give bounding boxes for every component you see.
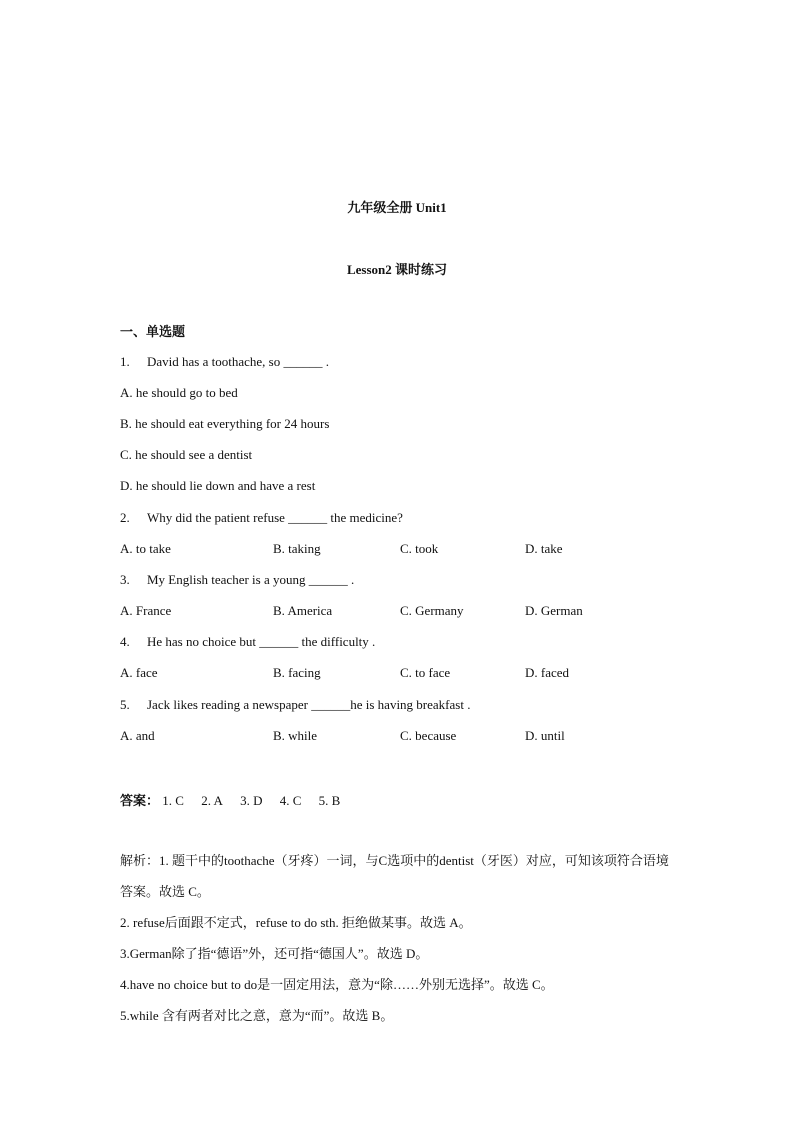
question-text: My English teacher is a young ______ . [147, 572, 355, 587]
question-3-options [120, 603, 720, 621]
answer-item: 4. C [279, 793, 302, 808]
question-number: 2. [120, 510, 130, 525]
option-b: B. while [273, 728, 318, 743]
answer-item: 1. C [162, 793, 184, 808]
question-number: 1. [120, 354, 130, 369]
analysis-label: 解析： [120, 853, 160, 868]
option-d: D. faced [525, 665, 570, 680]
option-d: D. German [525, 603, 583, 618]
option-a: A. France [120, 603, 172, 618]
answer-item: 2. A [201, 793, 223, 808]
option-b: B. facing [273, 665, 321, 680]
analysis-line-3: 3.German除了指“德语”外，还可指“德国人”。故选 D。 [120, 946, 429, 961]
question-1-option-b: B. he should eat everything for 24 hours [120, 416, 330, 431]
question-number: 5. [120, 697, 130, 712]
document-title: 九年级全册 Unit1 [347, 200, 447, 215]
option-b: B. America [273, 603, 333, 618]
analysis-line-5: 5.while 含有两者对比之意，意为“而”。故选 B。 [120, 1008, 394, 1023]
question-2-options [120, 541, 720, 559]
option-d: D. take [525, 541, 563, 556]
question-text: David has a toothache, so ______ . [147, 354, 329, 369]
question-4-stem [120, 634, 375, 650]
section-heading: 一、单选题 [120, 324, 186, 339]
question-5-stem [120, 697, 470, 713]
question-text: Why did the patient refuse ______ the medicine? [147, 510, 403, 525]
question-1-option-c: C. he should see a dentist [120, 447, 253, 462]
analysis-section [120, 845, 680, 1031]
option-c: C. because [400, 728, 457, 743]
question-number: 4. [120, 634, 130, 649]
question-text: Jack likes reading a newspaper ______he is having breakfast . [147, 697, 471, 712]
option-c: C. took [400, 541, 439, 556]
question-1-option-d: D. he should lie down and have a rest [120, 478, 316, 493]
option-b: B. taking [273, 541, 321, 556]
answer-item: 5. B [318, 793, 341, 808]
question-4-options [120, 665, 720, 683]
option-c: C. to face [400, 665, 451, 680]
answer-label: 答案： [120, 793, 160, 808]
option-a: A. and [120, 728, 155, 743]
question-5-options [120, 728, 720, 746]
question-2-stem [120, 510, 403, 526]
answer-key [120, 790, 354, 809]
analysis-text: 1. 题干中的toothache（牙疼）一词，与C选项中的dentist（牙医）对应，可知该项符合语境答案。故选 C。 [120, 853, 669, 899]
question-3-stem [120, 572, 354, 588]
analysis-line-1 [120, 845, 680, 907]
analysis-line-4: 4.have no choice but to do是一固定用法，意为“除……外别无选择”。故选 C。 [120, 977, 554, 992]
question-text: He has no choice but ______ the difficulty . [147, 634, 376, 649]
question-number: 3. [120, 572, 130, 587]
question-1-option-a: A. he should go to bed [120, 385, 238, 400]
option-c: C. Germany [400, 603, 464, 618]
option-d: D. until [525, 728, 565, 743]
answer-item: 3. D [240, 793, 263, 808]
option-a: A. face [120, 665, 158, 680]
analysis-line-2: 2. refuse后面跟不定式，refuse to do sth. 拒绝做某事。故选 A。 [120, 915, 472, 930]
lesson-title: Lesson2 课时练习 [346, 262, 448, 277]
question-1-stem [120, 354, 329, 370]
option-a: A. to take [120, 541, 171, 556]
